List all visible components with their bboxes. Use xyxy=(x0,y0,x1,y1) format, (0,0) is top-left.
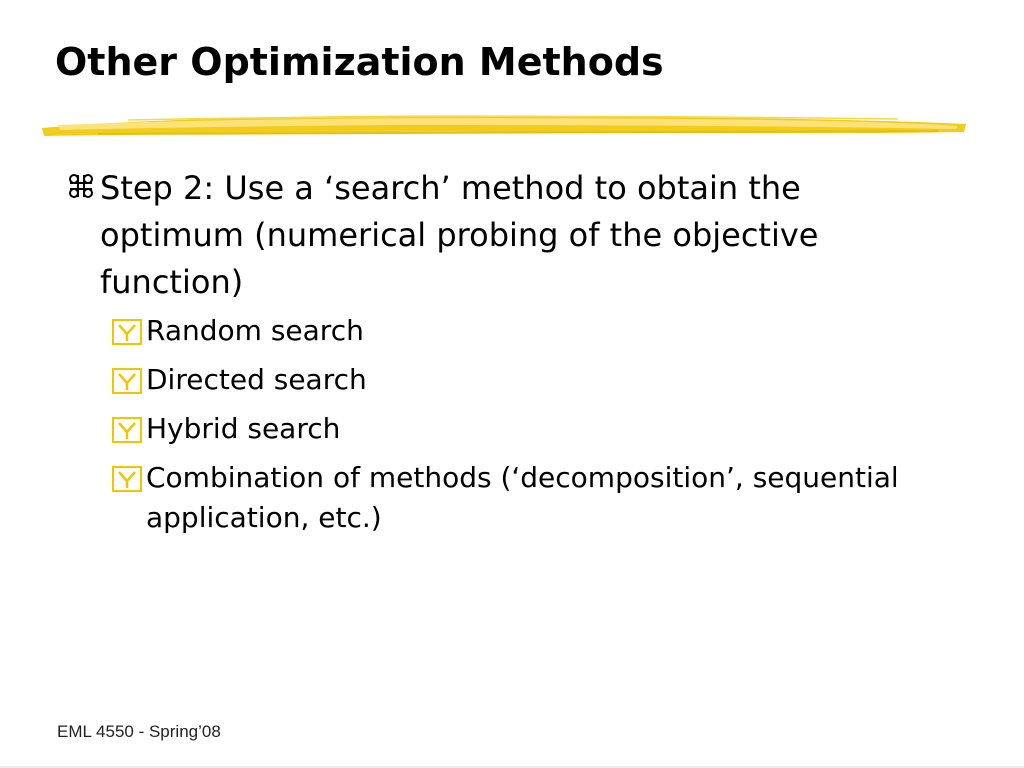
main-bullet xyxy=(64,165,964,306)
main-bullet-text: Step 2: Use a ‘search’ method to obtain the optimum (numerical probing of the objective function) xyxy=(100,169,819,301)
sub-bullet-item xyxy=(112,409,992,449)
slide-title: Other Optimization Methods xyxy=(55,40,664,84)
sub-bullet-list xyxy=(112,311,992,547)
sub-bullet-item xyxy=(112,311,992,351)
sub-bullet-item xyxy=(112,458,992,538)
sub-bullet-item xyxy=(112,360,992,400)
command-key-icon xyxy=(64,165,98,212)
sub-bullet-text: Hybrid search xyxy=(146,412,341,445)
sub-bullet-text: Combination of methods (‘decomposition’, sequential application, etc.) xyxy=(146,461,899,534)
y-box-icon xyxy=(112,368,142,394)
y-box-icon xyxy=(112,417,142,443)
title-underline-brush xyxy=(38,108,970,142)
y-box-icon xyxy=(112,466,142,492)
sub-bullet-text: Directed search xyxy=(146,363,367,396)
y-box-icon xyxy=(112,319,142,345)
slide-footer: EML 4550 - Spring’08 xyxy=(57,722,221,741)
sub-bullet-text: Random search xyxy=(146,314,364,347)
